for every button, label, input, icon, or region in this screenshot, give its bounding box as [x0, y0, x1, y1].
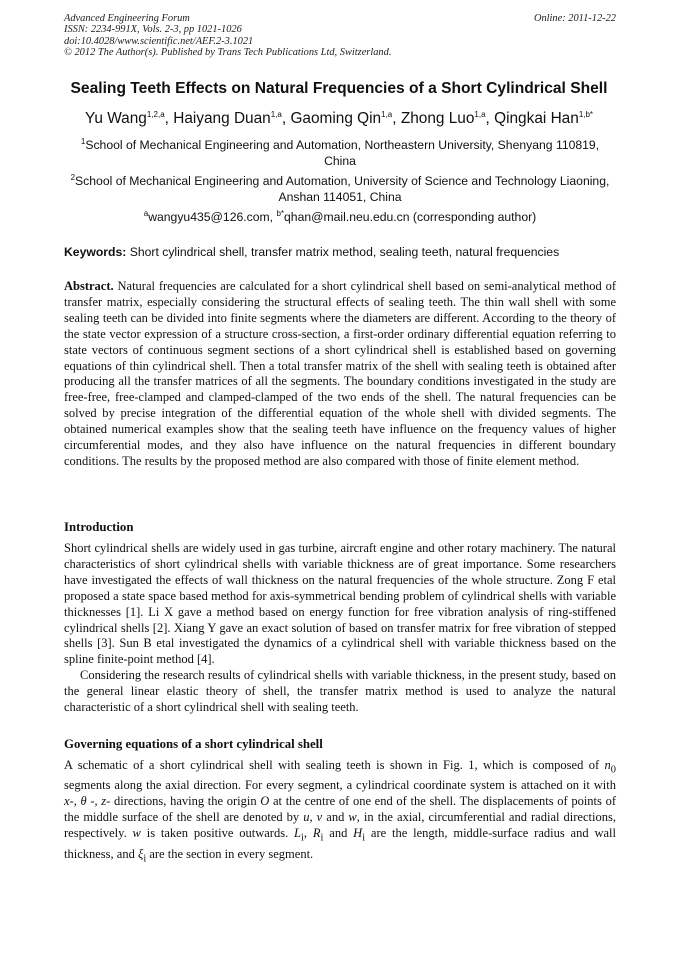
text-run: and [323, 826, 354, 841]
email-line [64, 210, 616, 224]
math-symbol: u, v [303, 810, 323, 825]
text-run: are the length, middle-surface radius and wall thickness, and [64, 826, 616, 861]
paper-title: Sealing Teeth Effects on Natural Frequencies of a Short Cylindrical Shell [70, 80, 608, 97]
author-affil-marker: 1,a [474, 109, 486, 119]
affiliation-text: School of Mechanical Engineering and Automation, Northeastern University, Shenyang 110819, China [85, 138, 600, 168]
email-b[interactable]: qhan@mail.neu.edu.cn (corresponding author) [284, 210, 537, 224]
email-a[interactable]: wangyu435@126.com, [148, 210, 274, 224]
email-marker: b* [276, 208, 285, 218]
introduction-paragraph: Considering the research results of cylindrical shells with variable thickness, in the present study, based on the general linear elastic theory of shell, the transfer matrix method is used to analyze the natural characteristic of a short cylindrical shell with sealing teeth. [64, 668, 616, 715]
affiliation-1 [64, 138, 616, 169]
keywords [64, 245, 616, 259]
affiliation-text: School of Mechanical Engineering and Automation, University of Science and Technology Liaoning, Anshan 114051, China [75, 174, 610, 204]
author-name: Haiyang Duan [173, 110, 271, 127]
author-name: Qingkai Han [494, 110, 579, 127]
introduction-paragraph: Short cylindrical shells are widely used in gas turbine, aircraft engine and other rotary machinery. The natural characteristics of short cylindrical shells with variable thickness are of great importance. Some researchers have investigated the effects of wall thickness on the natural frequencies of the whole structure. Zong F etal proposed a state space based method for axis-symmetrical bending problem of cylindrical shells with variable thicknesses [1]. Li X gave a method based on energy function for free vibration analysis of ring-stiffened cylindrical shells [2]. Xiang Y gave an exact solution of based on transfer matrix for free vibration of stepped shells [3]. Sun B etal investigated the dynamics of a cylindrical shell with variable thickness based on the spline finite-point method [4]. [64, 541, 616, 667]
author-affil-marker: 1,2,a [146, 109, 165, 119]
journal-name: Advanced Engineering Forum [64, 13, 190, 24]
math-symbol: H [353, 826, 363, 841]
abstract [64, 279, 616, 470]
abstract-label: Abstract. [64, 279, 114, 293]
math-symbol: w [348, 810, 357, 825]
author-affil-marker: 1,b* [578, 109, 594, 119]
email-marker: a [143, 208, 149, 218]
affiliation-marker: 2 [70, 172, 76, 182]
abstract-text: Natural frequencies are calculated for a short cylindrical shell based on semi-analytical method of transfer matrix, especially considering the structural effects of sealing teeth. The thin wall shell with some sealing teeth can be divided into finite segments where the diameters are different. According to the theory of the state vector expression of a structure cross-section, a first-order ordinary differential equation referring to state vectors of continuous segment sections of a short cylindrical shell is established based on governing equations of thin cylindrical shell. Then a total transfer matrix of the shell with sealing teeth is obtained after producing all the transfer matrices of all the segments. The boundary conditions investigated in the study are free-free, free-clamped and clamped-clamped of the two ends of the shell. The natural frequencies can be solved by precise integration of the differential equation of the whole shell with divided segments. The obtained numerical examples show that the sealing teeth have influence on the frequency values of higher circumferential modes, and they also have influence on the natural frequencies in different boundary conditions. The results by the proposed method are also compared with those of finite element method. [64, 279, 616, 468]
author-affil-marker: 1,a [381, 109, 393, 119]
math-symbol: n [604, 758, 611, 772]
author-name: Yu Wang [84, 110, 147, 127]
math-symbol: ξ [137, 846, 144, 861]
text-run: A schematic of a short cylindrical shell with sealing teeth is shown in Fig. 1, which is composed of [64, 758, 605, 772]
keywords-text: Short cylindrical shell, transfer matrix method, sealing teeth, natural frequencies [129, 245, 560, 259]
math-symbol: R [312, 826, 321, 841]
author-separator: , [392, 110, 401, 127]
math-subscript: i [301, 832, 304, 844]
math-symbol: w [132, 826, 141, 841]
doi-line[interactable]: doi:10.4028/www.scientific.net/AEF.2-3.1021 [64, 35, 254, 47]
math-subscript: 0 [610, 764, 616, 776]
online-date: Online: 2011-12-22 [533, 13, 616, 24]
author-list [40, 110, 638, 128]
math-subscript: i [320, 832, 324, 844]
governing-heading: Governing equations of a short cylindrical shell [64, 737, 323, 751]
keywords-label: Keywords: [64, 245, 127, 259]
author-separator: , [281, 110, 291, 127]
affiliation-2 [64, 174, 616, 205]
math-symbol: L [294, 826, 301, 841]
text-run: , [303, 826, 313, 841]
text-run: is taken positive outwards. [140, 826, 295, 841]
journal-header [64, 13, 616, 59]
author-separator: , [164, 110, 174, 127]
introduction-heading: Introduction [64, 520, 134, 534]
affiliation-marker: 1 [80, 136, 86, 146]
issn-line: ISSN: 2234-991X, Vols. 2-3, pp 1021-1026 [64, 24, 242, 36]
author-affil-marker: 1,a [270, 109, 282, 119]
author-separator: , [485, 110, 495, 127]
author-name: Gaoming Qin [290, 110, 382, 127]
text-run: are the section in every segment. [146, 846, 314, 861]
math-symbol: x-, θ -, z- [64, 794, 111, 809]
author-name: Zhong Luo [400, 110, 475, 127]
copyright-line: © 2012 The Author(s). Published by Trans Tech Publications Ltd, Switzerland. [64, 47, 392, 59]
text-run: directions, having the origin [110, 794, 261, 809]
governing-body [64, 758, 616, 867]
introduction-body [64, 541, 616, 716]
math-subscript: i [362, 832, 366, 844]
math-subscript: i [143, 853, 147, 865]
text-run: at the centre of one end of the shell. The displacements of points of the middle surface of the shell are denoted by [64, 794, 616, 825]
math-symbol: O [260, 794, 270, 809]
text-run: and [322, 810, 349, 825]
text-run: segments along the axial direction. For every segment, a cylindrical coordinate system is attached on it with [64, 778, 616, 793]
text-run: , in the axial, circumferential and radial directions, respectively. [64, 810, 616, 841]
